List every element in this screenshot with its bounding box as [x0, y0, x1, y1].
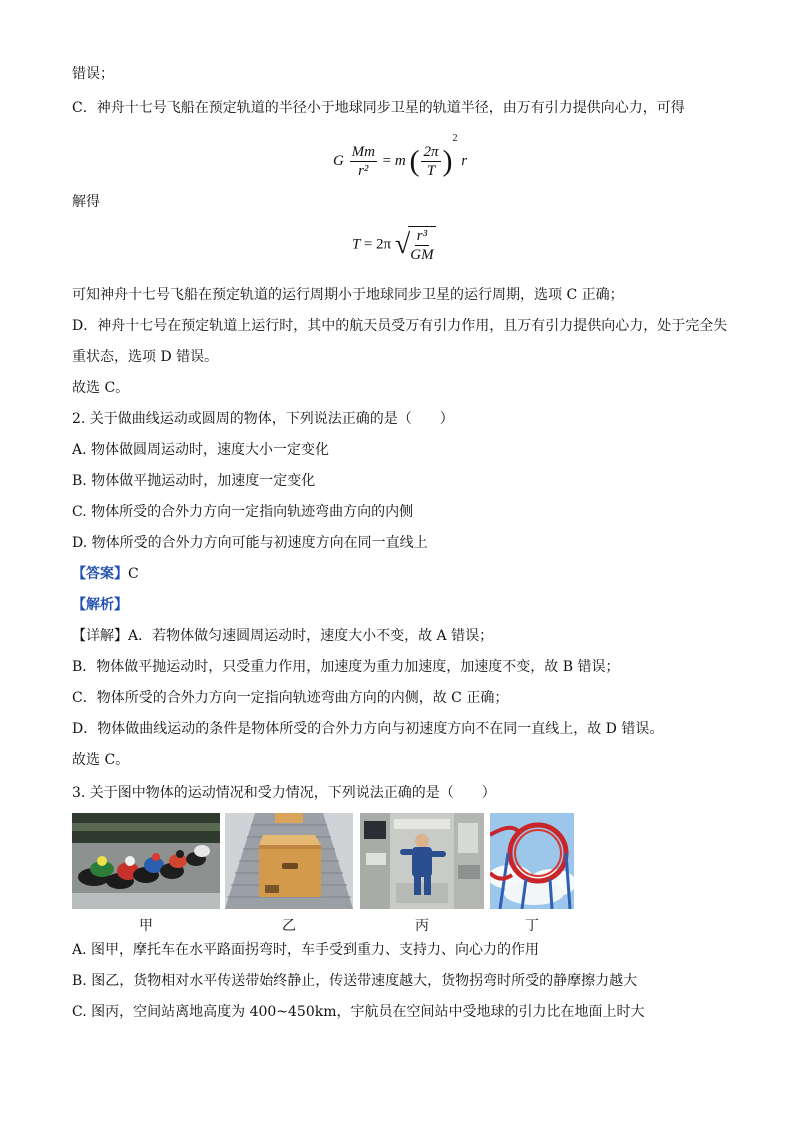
- text-line: B．物体做平抛运动时，只受重力作用，加速度为重力加速度，加速度不变，故 B 错误；: [72, 659, 620, 675]
- question-2-stem: 2. 关于做曲线运动或圆周的物体，下列说法正确的是（ ）: [72, 411, 454, 427]
- formula-denominator: T: [426, 163, 436, 180]
- text-line: 错误；: [72, 66, 114, 82]
- option-b: B. 物体做平抛运动时，加速度一定变化: [72, 473, 316, 489]
- question-3-stem: 3. 关于图中物体的运动情况和受力情况，下列说法正确的是（ ）: [72, 785, 496, 801]
- detail-text: A．若物体做匀速圆周运动时，速度大小不变，故 A 错误；: [128, 628, 494, 644]
- formula-numerator: r³: [416, 228, 428, 244]
- text-line: C．物体所受的合外力方向一定指向轨迹弯曲方向的内侧，故 C 正确；: [72, 690, 509, 706]
- answer-value: C: [128, 566, 139, 582]
- photo-conveyor-box: [225, 813, 353, 909]
- option-c: C. 物体所受的合外力方向一定指向轨迹弯曲方向的内侧: [72, 504, 414, 520]
- formula-symbol: m: [394, 153, 406, 169]
- option-c: C. 图丙，空间站离地高度为 400~450km，宇航员在空间站中受地球的引力比在地面上时大: [72, 1004, 645, 1020]
- detail-tag: 【详解】: [72, 628, 128, 644]
- formula-numerator: Mm: [351, 144, 375, 161]
- formula-numerator: 2π: [423, 144, 439, 161]
- text-line: 解得: [72, 194, 100, 210]
- formula-equals: = 2π: [363, 236, 392, 253]
- photo-motorcycles: [72, 813, 220, 909]
- caption-yi: 乙: [282, 918, 296, 934]
- text-line: 重状态，选项 D 错误。: [72, 349, 219, 365]
- text-line: 可知神舟十七号飞船在预定轨道的运行周期小于地球同步卫星的运行周期，选项 C 正确；: [72, 287, 624, 303]
- text-line: D．物体做曲线运动的条件是物体所受的合外力方向与初速度方向不在同一直线上，故 D 错误。: [72, 721, 664, 737]
- formula-denominator: GM: [410, 247, 434, 263]
- option-d: D. 物体所受的合外力方向可能与初速度方向在同一直线上: [72, 535, 428, 551]
- formula-symbol: r: [461, 153, 468, 169]
- caption-jia: 甲: [139, 918, 153, 934]
- option-b: B. 图乙，货物相对水平传送带始终静止，传送带速度越大，货物拐弯时所受的静摩擦力越大: [72, 973, 638, 989]
- text-line: 故选 C。: [72, 752, 130, 768]
- option-a: A. 物体做圆周运动时，速度大小一定变化: [72, 442, 330, 458]
- analysis-tag: 【解析】: [72, 597, 128, 613]
- answer-tag: 【答案】: [72, 566, 128, 582]
- formula-gravity: G $\frac{Mm}{\text{r²}}$ = m ( $\frac{2\pi}{T}$ )$^2$ r: [333, 133, 468, 180]
- caption-ding: 丁: [525, 918, 539, 934]
- analysis-line: [72, 595, 128, 615]
- formula-exponent: 2: [452, 133, 458, 144]
- caption-bing: 丙: [415, 918, 429, 934]
- answer-line: [72, 564, 139, 584]
- text-line: 故选 C。: [72, 380, 130, 396]
- photo-roller-coaster: [490, 813, 574, 909]
- photo-space-station: [360, 813, 484, 909]
- text-line: C．神舟十七号飞船在预定轨道的半径小于地球同步卫星的轨道半径，由万有引力提供向心力，可得: [72, 100, 685, 116]
- formula-symbol: G: [333, 153, 344, 169]
- detail-line: [72, 626, 493, 646]
- option-a: A. 图甲，摩托车在水平路面拐弯时，车手受到重力、支持力、向心力的作用: [72, 942, 540, 958]
- formula-period: T = 2π √ $\frac{\text{r³}}{GM}$: [352, 228, 434, 263]
- formula-equals: =: [382, 153, 392, 169]
- formula-denominator: r²: [358, 163, 369, 180]
- formula-symbol: T: [352, 236, 361, 253]
- text-line: D．神舟十七号在预定轨道上运行时，其中的航天员受万有引力作用，且万有引力提供向心力，处于完全失: [72, 318, 728, 334]
